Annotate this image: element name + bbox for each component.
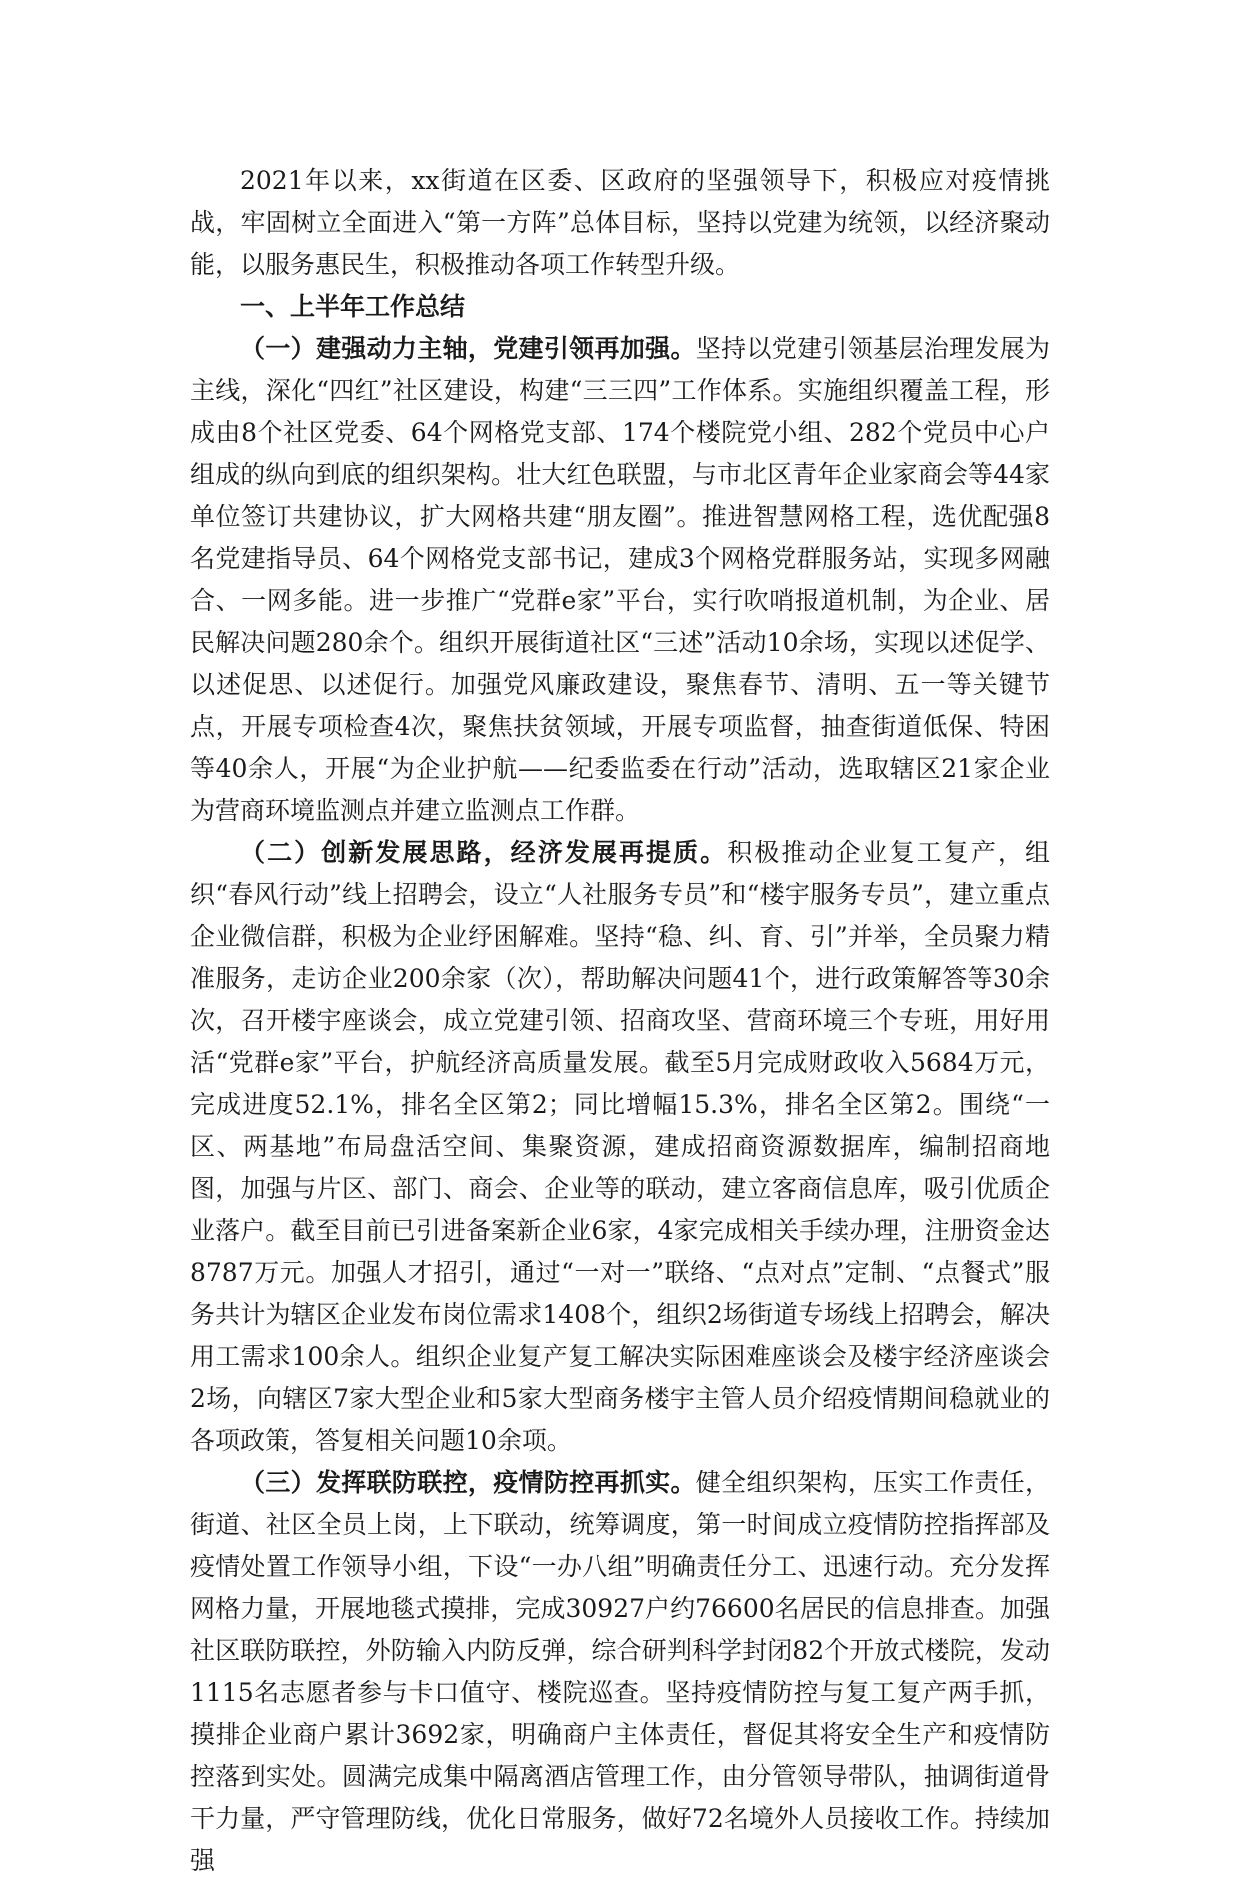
item-body-text: 坚持以党建引领基层治理发展为主线，深化“四红”社区建设，构建“三三四”工作体系。实施组织覆盖工程，形成由8个社区党委、64个网格党支部、174个楼院党小组、282个党员中心户组成的纵向到底的组织架构。壮大红色联盟，与市北区青年企业家商会等44家单位签订共建协议，扩大网格共建“朋友圈”。推进智慧网格工程，选优配强8名党建指导员、64个网格党支部书记，建成3个网格党群服务站，实现多网融合、一网多能。进一步推广“党群e家”平台，实行吹哨报道机制，为企业、居民解决问题280余个。组织开展街道社区“三述”活动10余场，实现以述促学、以述促思、以述促行。加强党风廉政建设，聚焦春节、清明、五一等关键节点，开展专项检查4次，聚焦扶贫领域，开展专项监督，抽查街道低保、特困等40余人，开展“为企业护航——纪委监委在行动”活动，选取辖区21家企业为营商环境监测点并建立监测点工作群。 xyxy=(190,334,1050,825)
section-item-epidemic-control xyxy=(190,1462,1050,1882)
item-body-text: 积极推动企业复工复产，组织“春风行动”线上招聘会，设立“人社服务专员”和“楼宇服务专员”，建立重点企业微信群，积极为企业纾困解难。坚持“稳、纠、育、引”并举，全员聚力精准服务，走访企业200余家（次），帮助解决问题41个，进行政策解答等30余次，召开楼宇座谈会，成立党建引领、招商攻坚、营商环境三个专班，用好用活“党群e家”平台，护航经济高质量发展。截至5月完成财政收入5684万元，完成进度52.1%，排名全区第2；同比增幅15.3%，排名全区第2。围绕“一区、两基地”布局盘活空间、集聚资源，建成招商资源数据库，编制招商地图，加强与片区、部门、商会、企业等的联动，建立客商信息库，吸引优质企业落户。截至目前已引进备案新企业6家，4家完成相关手续办理，注册资金达8787万元。加强人才招引，通过“一对一”联络、“点对点”定制、“点餐式”服务共计为辖区企业发布岗位需求1408个，组织2场街道专场线上招聘会，解决用工需求100余人。组织企业复产复工解决实际困难座谈会及楼宇经济座谈会2场，向辖区7家大型企业和5家大型商务楼宇主管人员介绍疫情期间稳就业的各项政策，答复相关问题10余项。 xyxy=(190,838,1050,1455)
section-item-party-building xyxy=(190,328,1050,832)
item-body-text: 健全组织架构，压实工作责任，街道、社区全员上岗，上下联动，统筹调度，第一时间成立疫情防控指挥部及疫情处置工作领导小组，下设“一办八组”明确责任分工、迅速行动。充分发挥网格力量，开展地毯式摸排，完成30927户约76600名居民的信息排查。加强社区联防联控，外防输入内防反弹，综合研判科学封闭82个开放式楼院，发动1115名志愿者参与卡口值守、楼院巡查。坚持疫情防控与复工复产两手抓，摸排企业商户累计3692家，明确商户主体责任，督促其将安全生产和疫情防控落到实处。圆满完成集中隔离酒店管理工作，由分管领导带队，抽调街道骨干力量，严守管理防线，优化日常服务，做好72名境外人员接收工作。持续加强 xyxy=(190,1468,1050,1875)
intro-paragraph: 2021年以来，xx街道在区委、区政府的坚强领导下，积极应对疫情挑战，牢固树立全面进入“第一方阵”总体目标，坚持以党建为统领，以经济聚动能，以服务惠民生，积极推动各项工作转型升级。 xyxy=(190,166,1050,279)
document-page xyxy=(190,160,1050,1882)
section-item-economy xyxy=(190,832,1050,1462)
item-lead-title: （二）创新发展思路，经济发展再提质。 xyxy=(240,838,728,867)
item-lead-title: （三）发挥联防联控，疫情防控再抓实。 xyxy=(240,1468,696,1497)
section-heading: 一、上半年工作总结 xyxy=(240,292,466,321)
item-lead-title: （一）建强动力主轴，党建引领再加强。 xyxy=(240,334,696,363)
